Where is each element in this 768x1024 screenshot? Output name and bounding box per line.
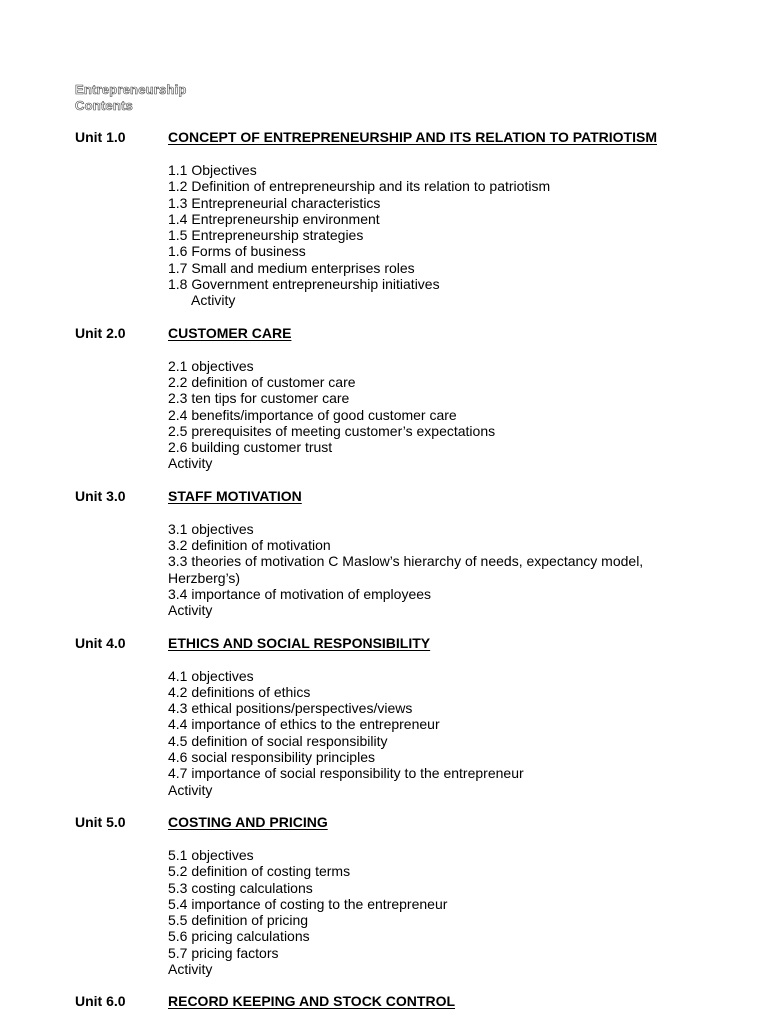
list-item: 4.7 importance of social responsibility to the entrepreneur	[168, 765, 524, 782]
activity-item: Activity	[168, 960, 213, 977]
unit-title: RECORD KEEPING AND STOCK CONTROL	[168, 993, 456, 1010]
list-item: 4.6 social responsibility principles	[168, 749, 375, 766]
list-item: 5.3 costing calculations	[168, 879, 313, 896]
document-header	[75, 82, 187, 114]
activity-item: Activity	[168, 602, 213, 619]
list-item: 4.5 definition of social responsibility	[168, 732, 388, 749]
unit-2	[75, 325, 755, 472]
activity-item: Activity	[168, 455, 213, 472]
list-item: 1.7 Small and medium enterprises roles	[168, 259, 415, 276]
table-of-contents	[75, 129, 755, 1024]
list-item: 5.1 objectives	[168, 846, 254, 863]
list-item: 1.8 Government entrepreneurship initiatives	[168, 276, 440, 293]
unit-label: Unit 2.0	[75, 324, 126, 341]
list-item: 1.5 Entrepreneurship strategies	[168, 227, 364, 244]
list-item-continuation: Herzberg’s)	[168, 569, 241, 586]
list-item: 2.5 prerequisites of meeting customer’s expectations	[168, 422, 496, 439]
unit-heading	[75, 635, 755, 651]
unit-items	[168, 847, 755, 977]
unit-items	[168, 358, 755, 472]
list-item: 5.7 pricing factors	[168, 944, 279, 961]
unit-items	[168, 162, 755, 309]
unit-heading	[75, 325, 755, 341]
list-item: 3.3 theories of motivation C Maslow’s hierarchy of needs, expectancy model,	[168, 553, 644, 570]
unit-label: Unit 4.0	[75, 634, 126, 651]
list-item: 4.4 importance of ethics to the entrepreneur	[168, 716, 440, 733]
list-item: 2.2 definition of customer care	[168, 373, 356, 390]
document-title: Entrepreneurship	[75, 82, 187, 97]
unit-4	[75, 635, 755, 798]
unit-label: Unit 1.0	[75, 129, 126, 145]
activity-item: Activity	[191, 292, 236, 309]
unit-label: Unit 3.0	[75, 487, 126, 504]
unit-heading	[75, 814, 755, 830]
activity-item: Activity	[168, 781, 213, 798]
list-item: 4.2 definitions of ethics	[168, 683, 311, 700]
unit-3	[75, 488, 755, 619]
list-item: 1.6 Forms of business	[168, 243, 306, 260]
unit-1	[75, 129, 755, 309]
unit-label: Unit 6.0	[75, 993, 126, 1010]
unit-heading	[75, 488, 755, 504]
unit-label: Unit 5.0	[75, 813, 126, 830]
list-item: 3.4 importance of motivation of employees	[168, 585, 432, 602]
unit-items	[168, 521, 755, 619]
list-item: 5.4 importance of costing to the entrepreneur	[168, 895, 448, 912]
list-item: 2.4 benefits/importance of good customer care	[168, 406, 457, 423]
unit-title: CUSTOMER CARE	[168, 324, 292, 341]
unit-title: ETHICS AND SOCIAL RESPONSIBILITY	[168, 634, 431, 651]
list-item: 3.2 definition of motivation	[168, 537, 331, 554]
unit-title: STAFF MOTIVATION	[168, 487, 302, 504]
list-item: 1.4 Entrepreneurship environment	[168, 210, 380, 227]
list-item: 1.2 Definition of entrepreneurship and its relation to patriotism	[168, 178, 551, 195]
list-item: 5.5 definition of pricing	[168, 912, 309, 929]
unit-heading	[75, 993, 755, 1009]
list-item: 5.2 definition of costing terms	[168, 863, 351, 880]
unit-5	[75, 814, 755, 977]
unit-items	[168, 668, 755, 798]
unit-title: COSTING AND PRICING	[168, 813, 328, 830]
list-item: 4.3 ethical positions/perspectives/views	[168, 700, 413, 717]
list-item: 1.3 Entrepreneurial characteristics	[168, 194, 381, 211]
list-item: 1.1 Objectives	[168, 162, 257, 178]
unit-6	[75, 993, 755, 1009]
unit-title: CONCEPT OF ENTREPRENEURSHIP AND ITS RELATION TO PATRIOTISM	[168, 129, 657, 145]
list-item: 5.6 pricing calculations	[168, 928, 310, 945]
contents-heading: Contents	[75, 98, 133, 113]
list-item: 4.1 objectives	[168, 667, 254, 684]
list-item: 2.3 ten tips for customer care	[168, 390, 350, 407]
unit-heading	[75, 129, 755, 145]
list-item: 2.1 objectives	[168, 357, 254, 374]
list-item: 3.1 objectives	[168, 520, 254, 537]
list-item: 2.6 building customer trust	[168, 439, 333, 456]
